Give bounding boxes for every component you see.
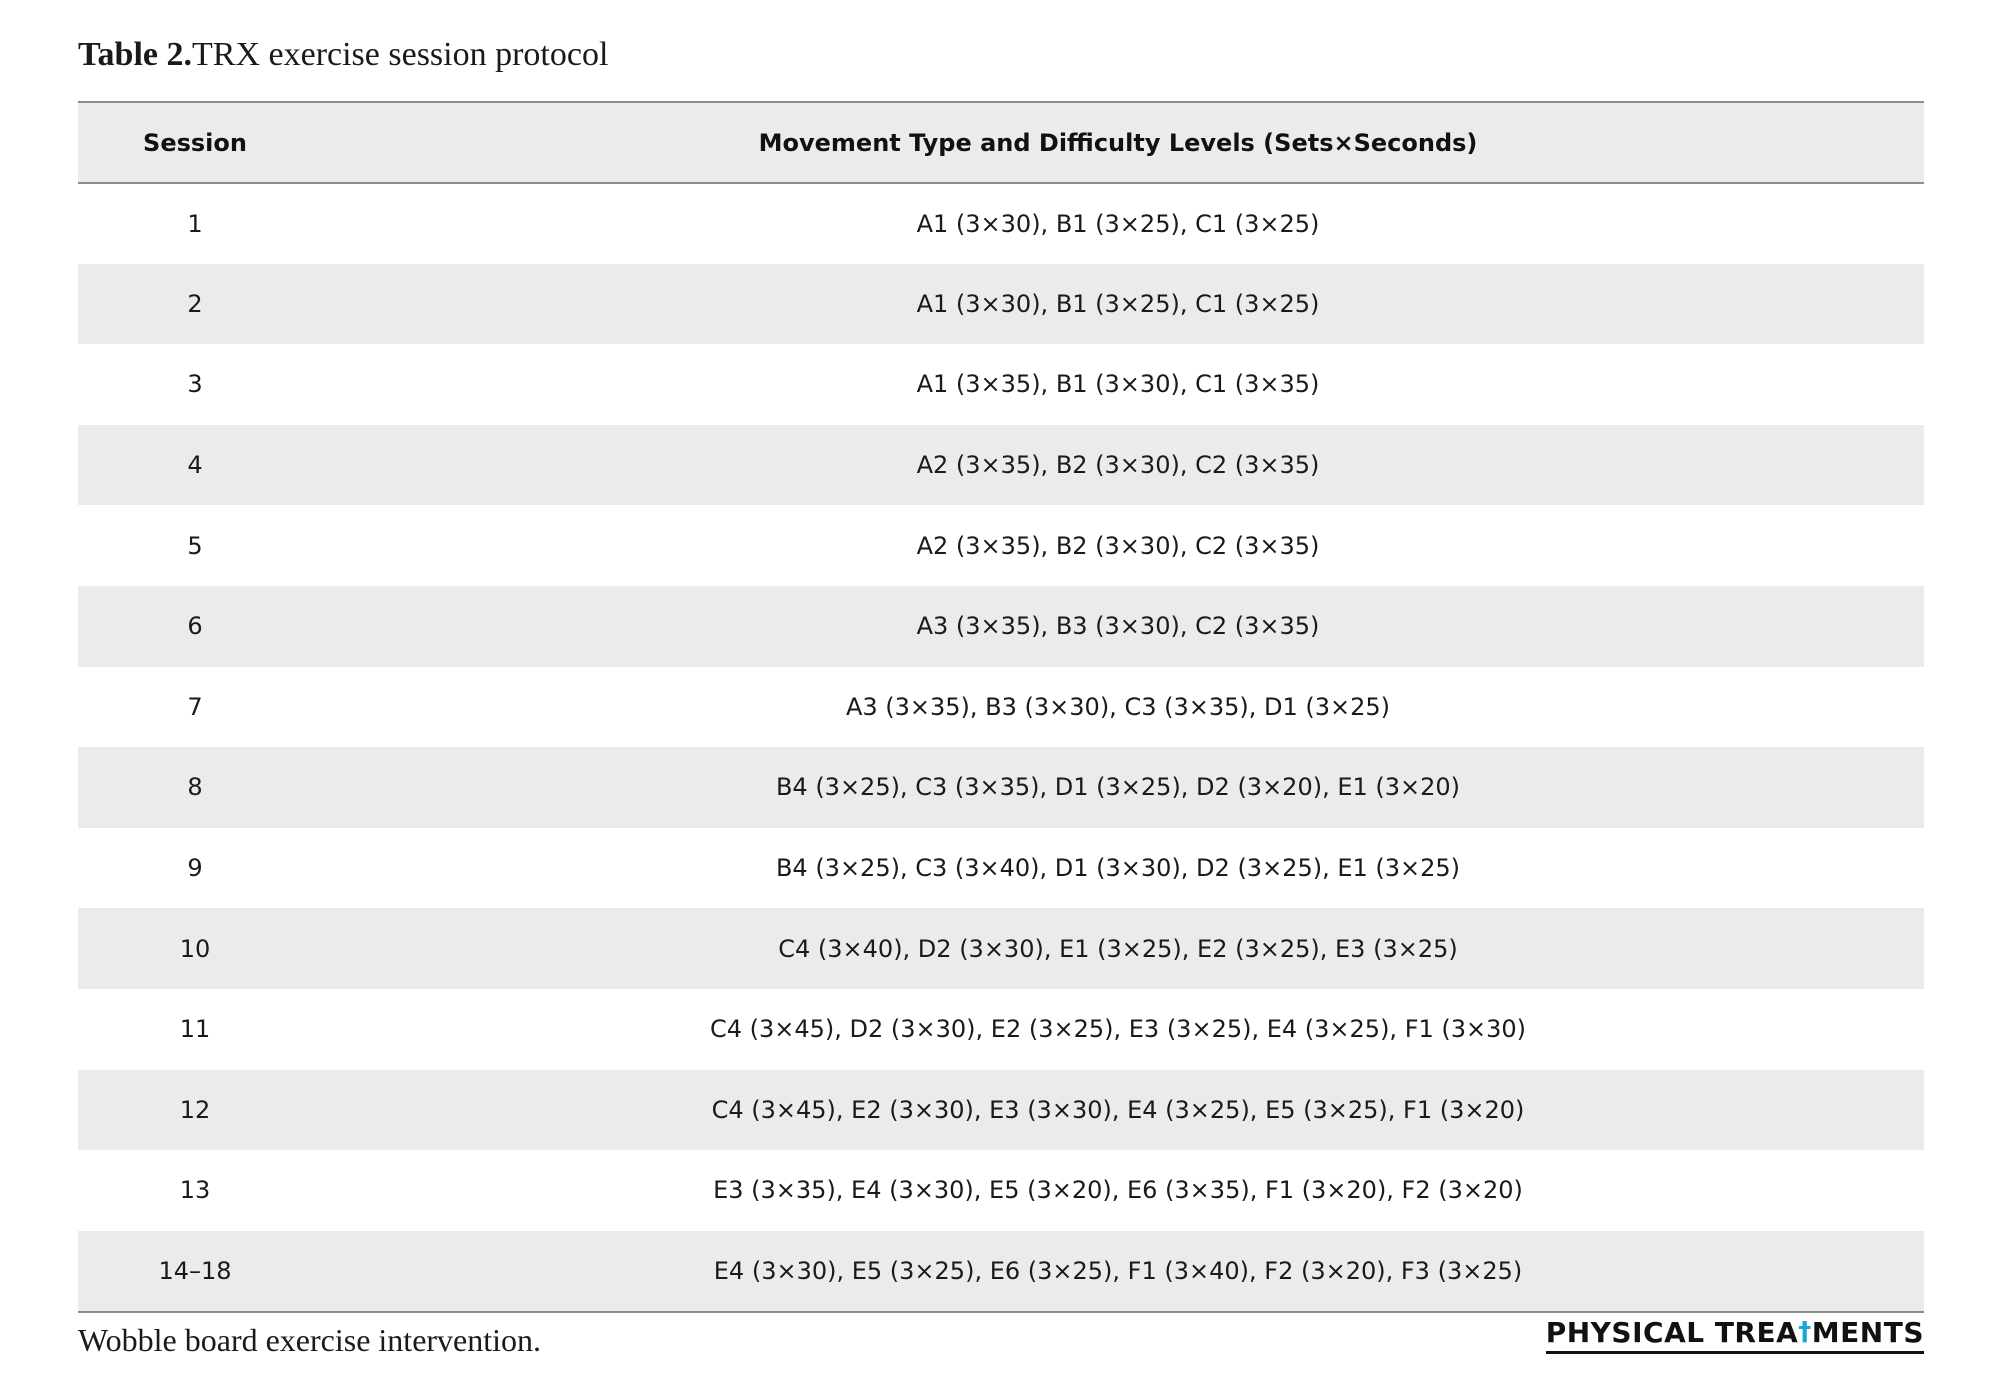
session-cell: 11 <box>179 1015 211 1044</box>
movements-cell: C4 (3×45), D2 (3×30), E2 (3×25), E3 (3×25), E4 (3×25), F1 (3×30) <box>709 1015 1527 1044</box>
movements-cell: A3 (3×35), B3 (3×30), C3 (3×35), D1 (3×25) <box>845 692 1391 721</box>
movements-cell: A3 (3×35), B3 (3×30), C2 (3×35) <box>916 612 1320 641</box>
journal-logo-text-start: PHYSICAL TREA <box>1545 1316 1799 1349</box>
table-row <box>78 586 1924 667</box>
movements-cell: E3 (3×35), E4 (3×30), E5 (3×20), E6 (3×35), F1 (3×20), F2 (3×20) <box>713 1176 1523 1205</box>
journal-logo <box>1546 1318 1924 1354</box>
table-row <box>78 264 1924 345</box>
header-session: Session <box>78 103 312 183</box>
table-body <box>78 183 1924 1311</box>
session-cell: 5 <box>187 531 203 560</box>
movements-cell: A1 (3×35), B1 (3×30), C1 (3×35) <box>916 370 1320 399</box>
session-cell: 9 <box>187 854 203 883</box>
table-header <box>78 103 1924 183</box>
table-footnote: Wobble board exercise intervention. <box>78 1322 542 1358</box>
table-row <box>78 828 1924 909</box>
session-cell: 14–18 <box>158 1257 232 1286</box>
session-cell: 12 <box>179 1095 211 1124</box>
table-caption <box>78 36 608 74</box>
session-cell: 13 <box>179 1176 211 1205</box>
movements-cell: A2 (3×35), B2 (3×30), C2 (3×35) <box>916 451 1320 480</box>
table-row <box>78 1150 1924 1231</box>
session-cell: 4 <box>187 451 203 480</box>
table-caption-text: TRX exercise session protocol <box>192 36 609 73</box>
table-row <box>78 667 1924 748</box>
session-cell: 1 <box>187 209 203 238</box>
movements-cell: B4 (3×25), C3 (3×35), D1 (3×25), D2 (3×20), E1 (3×20) <box>775 773 1461 802</box>
table-row <box>78 183 1924 264</box>
movements-cell: C4 (3×45), E2 (3×30), E3 (3×30), E4 (3×25), E5 (3×25), F1 (3×20) <box>711 1095 1525 1124</box>
table-caption-label: Table 2. <box>78 36 193 73</box>
session-cell: 3 <box>187 370 203 399</box>
movements-cell: C4 (3×40), D2 (3×30), E1 (3×25), E2 (3×25), E3 (3×25) <box>778 934 1458 963</box>
protocol-table-wrapper <box>78 101 1924 1313</box>
table-row <box>78 1231 1924 1312</box>
movements-cell: A2 (3×35), B2 (3×30), C2 (3×35) <box>916 531 1320 560</box>
session-cell: 8 <box>187 773 203 802</box>
table-row <box>78 505 1924 586</box>
table-row <box>78 989 1924 1070</box>
session-cell: 2 <box>187 289 203 318</box>
header-row <box>78 103 1924 183</box>
header-movements: Movement Type and Difficulty Levels (Sets×Seconds) <box>312 103 1924 183</box>
session-cell: 7 <box>187 692 203 721</box>
table-row <box>78 425 1924 506</box>
table-row <box>78 747 1924 828</box>
protocol-table <box>78 103 1924 1311</box>
table-row <box>78 1070 1924 1151</box>
session-cell: 6 <box>187 612 203 641</box>
journal-logo-text-end: MENTS <box>1811 1316 1924 1349</box>
movements-cell: E4 (3×30), E5 (3×25), E6 (3×25), F1 (3×40), F2 (3×20), F3 (3×25) <box>713 1257 1523 1286</box>
movements-cell: A1 (3×30), B1 (3×25), C1 (3×25) <box>916 209 1320 238</box>
person-figure-icon: † <box>1798 1317 1812 1347</box>
movements-cell: B4 (3×25), C3 (3×40), D1 (3×30), D2 (3×25), E1 (3×25) <box>775 854 1461 883</box>
table-row <box>78 344 1924 425</box>
session-cell: 10 <box>179 934 211 963</box>
table-row <box>78 908 1924 989</box>
movements-cell: A1 (3×30), B1 (3×25), C1 (3×25) <box>916 289 1320 318</box>
